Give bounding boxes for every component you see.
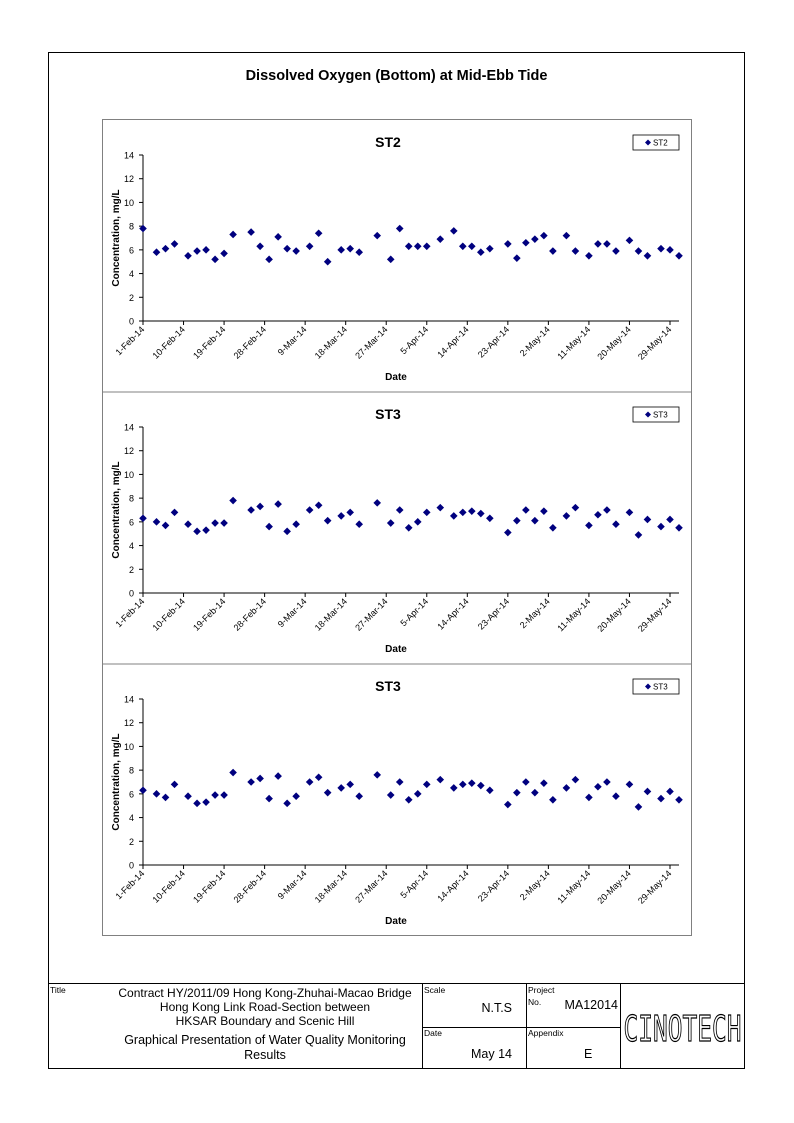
x-tick-label: 20-May-14 (595, 596, 633, 634)
x-tick-label: 19-Feb-14 (191, 596, 228, 633)
data-point (229, 769, 237, 777)
y-tick-label: 4 (128, 269, 134, 280)
project-label: Project (528, 985, 555, 995)
data-point (387, 519, 395, 527)
x-tick-label: 27-Mar-14 (353, 596, 390, 633)
data-point (450, 227, 458, 235)
data-point (346, 245, 354, 253)
data-point (531, 517, 539, 525)
data-point (635, 531, 643, 539)
data-point (531, 235, 539, 243)
x-tick-label: 14-Apr-14 (435, 324, 471, 360)
data-point (306, 243, 314, 251)
scale-label: Scale (424, 985, 446, 995)
x-tick-label: 18-Mar-14 (312, 324, 350, 361)
data-point (405, 524, 413, 532)
data-point (171, 781, 179, 789)
x-axis-label: Date (385, 644, 407, 655)
y-tick-label: 2 (128, 564, 134, 575)
data-point (265, 795, 273, 803)
data-point (396, 506, 404, 514)
data-point (572, 776, 580, 784)
data-point (283, 245, 291, 253)
data-point (675, 252, 683, 260)
data-point (396, 225, 404, 233)
data-point (414, 790, 422, 798)
contract-line: HKSAR Boundary and Scenic Hill (175, 1014, 355, 1028)
data-point (274, 772, 282, 780)
x-tick-label: 1-Feb-14 (113, 596, 147, 630)
y-tick-label: 14 (123, 150, 134, 161)
x-tick-label: 11-May-14 (555, 868, 593, 906)
data-point (612, 792, 620, 800)
data-point (459, 781, 467, 789)
data-point (220, 519, 228, 527)
y-tick-label: 4 (128, 813, 134, 824)
data-point (162, 794, 170, 802)
data-point (549, 524, 557, 532)
data-point (504, 240, 512, 248)
data-point (315, 773, 323, 781)
title-block (48, 983, 745, 1069)
data-point (513, 254, 521, 262)
project-cell (526, 984, 620, 1027)
data-point (337, 512, 345, 520)
data-point (486, 515, 494, 523)
data-point (563, 512, 571, 520)
x-axis-label: Date (385, 372, 407, 383)
x-tick-label: 23-Apr-14 (475, 324, 512, 360)
legend-label: ST2 (653, 138, 668, 148)
data-point (635, 803, 643, 811)
data-point (522, 239, 530, 247)
x-tick-label: 20-May-14 (595, 324, 633, 362)
x-tick-label: 11-May-14 (555, 324, 593, 362)
data-point (644, 788, 652, 796)
data-point (193, 528, 201, 536)
data-point (549, 796, 557, 804)
data-point (626, 237, 634, 245)
data-point (229, 497, 237, 505)
data-point (247, 228, 255, 236)
drawing-line: Results (244, 1048, 286, 1062)
data-point (346, 509, 354, 517)
x-tick-label: 23-Apr-14 (475, 868, 512, 904)
data-point (265, 523, 273, 531)
data-point (423, 243, 431, 251)
data-point (513, 517, 521, 525)
data-point (468, 243, 476, 251)
x-tick-label: 23-Apr-14 (475, 596, 512, 632)
data-point (675, 524, 683, 532)
data-point (477, 510, 485, 518)
data-point (373, 499, 381, 507)
y-tick-label: 8 (128, 493, 134, 504)
x-axis-label: Date (385, 916, 407, 927)
data-point (603, 240, 611, 248)
data-point (414, 518, 422, 526)
svg-text:CINOTECH: CINOTECH (623, 1009, 742, 1050)
y-tick-label: 12 (123, 718, 134, 729)
data-point (585, 794, 593, 802)
x-tick-label: 27-Mar-14 (353, 324, 390, 361)
x-tick-label: 14-Apr-14 (435, 596, 471, 632)
data-point (153, 790, 161, 798)
appendix-value: E (584, 1047, 593, 1061)
data-point (450, 512, 458, 520)
data-point (585, 522, 593, 530)
data-point (563, 232, 571, 240)
y-tick-label: 14 (123, 422, 134, 433)
x-tick-label: 1-Feb-14 (113, 868, 147, 902)
data-point (139, 515, 147, 523)
drawing-line: Graphical Presentation of Water Quality Monitoring (124, 1033, 406, 1047)
y-tick-label: 8 (128, 221, 134, 232)
data-point (450, 784, 458, 792)
data-point (292, 792, 300, 800)
data-point (211, 791, 219, 799)
data-point (666, 516, 674, 524)
legend-label: ST3 (653, 682, 668, 692)
data-point (171, 240, 179, 248)
y-tick-label: 4 (128, 541, 134, 552)
data-point (522, 778, 530, 786)
y-axis-label: Concentration, mg/L (111, 733, 122, 831)
data-point (626, 509, 634, 517)
x-tick-label: 5-Apr-14 (398, 324, 431, 357)
data-point (283, 800, 291, 808)
x-tick-label: 2-May-14 (517, 596, 552, 631)
x-tick-label: 9-Mar-14 (275, 868, 309, 902)
x-tick-label: 18-Mar-14 (312, 596, 350, 633)
y-tick-label: 6 (128, 789, 134, 800)
data-point (256, 775, 264, 783)
y-tick-label: 6 (128, 245, 134, 256)
x-tick-label: 28-Feb-14 (231, 596, 269, 633)
data-point (220, 791, 228, 799)
data-point (405, 796, 413, 804)
data-point (184, 520, 192, 528)
data-point (346, 781, 354, 789)
x-tick-label: 10-Feb-14 (150, 868, 187, 905)
data-point (405, 243, 413, 251)
y-tick-label: 14 (123, 694, 134, 705)
data-point (265, 256, 273, 264)
data-point (274, 233, 282, 241)
data-point (292, 520, 300, 528)
data-point (162, 522, 170, 530)
data-point (522, 506, 530, 514)
drawing-description (110, 1033, 420, 1063)
data-point (540, 232, 548, 240)
data-point (315, 501, 323, 509)
y-tick-label: 0 (128, 316, 134, 327)
data-point (675, 796, 683, 804)
data-point (563, 784, 571, 792)
title-label: Title (50, 985, 66, 995)
y-tick-label: 8 (128, 765, 134, 776)
x-tick-label: 28-Feb-14 (231, 324, 269, 361)
scale-cell (422, 984, 526, 1027)
data-point (644, 516, 652, 524)
page-title: Dissolved Oxygen (Bottom) at Mid-Ebb Tide (245, 68, 548, 84)
data-point (477, 782, 485, 790)
data-point (531, 789, 539, 797)
data-point (202, 246, 210, 254)
x-tick-label: 14-Apr-14 (435, 868, 471, 904)
y-tick-label: 10 (123, 469, 134, 480)
x-tick-label: 10-Feb-14 (150, 596, 187, 633)
data-point (486, 245, 494, 253)
data-point (594, 511, 602, 519)
y-tick-label: 10 (123, 197, 134, 208)
y-tick-label: 10 (123, 741, 134, 752)
data-point (423, 781, 431, 789)
data-point (477, 248, 485, 256)
data-point (373, 232, 381, 240)
data-point (436, 776, 444, 784)
data-point (612, 520, 620, 528)
x-tick-label: 5-Apr-14 (398, 596, 431, 629)
chart-panel-3 (102, 664, 692, 936)
x-tick-label: 5-Apr-14 (398, 868, 431, 901)
y-tick-label: 0 (128, 588, 134, 599)
legend-label: ST3 (653, 410, 668, 420)
data-point (436, 235, 444, 243)
x-tick-label: 2-May-14 (517, 868, 552, 903)
x-tick-label: 29-May-14 (635, 868, 674, 906)
data-point (247, 506, 255, 514)
data-point (423, 509, 431, 517)
data-point (355, 520, 363, 528)
data-point (256, 503, 264, 511)
data-point (657, 245, 665, 253)
y-axis-label: Concentration, mg/L (111, 189, 122, 287)
data-point (572, 504, 580, 512)
data-point (306, 778, 314, 786)
chart-panel-2 (102, 392, 692, 664)
data-point (153, 248, 161, 256)
data-point (486, 787, 494, 795)
data-point (635, 247, 643, 255)
date-cell (422, 1027, 526, 1070)
x-tick-label: 27-Mar-14 (353, 868, 390, 905)
data-point (193, 247, 201, 255)
data-point (306, 506, 314, 514)
data-point (666, 246, 674, 254)
data-point (657, 795, 665, 803)
x-tick-label: 2-May-14 (517, 324, 552, 359)
x-tick-label: 29-May-14 (635, 596, 674, 634)
company-logo (620, 984, 745, 1070)
chart-title: ST3 (375, 678, 401, 694)
data-point (324, 258, 332, 266)
data-point (594, 783, 602, 791)
x-tick-label: 19-Feb-14 (191, 324, 228, 361)
data-point (387, 256, 395, 264)
chart-title: ST3 (375, 406, 401, 422)
data-point (274, 500, 282, 508)
project-no-label: No. (528, 997, 542, 1007)
x-tick-label: 28-Feb-14 (231, 868, 269, 905)
data-point (202, 526, 210, 534)
data-point (666, 788, 674, 796)
x-tick-label: 9-Mar-14 (275, 596, 309, 630)
x-tick-label: 18-Mar-14 (312, 868, 350, 905)
data-point (549, 247, 557, 255)
data-point (162, 245, 170, 253)
data-point (572, 247, 580, 255)
x-tick-label: 11-May-14 (555, 596, 593, 634)
data-point (184, 252, 192, 260)
data-point (468, 507, 476, 515)
data-point (373, 771, 381, 779)
x-tick-label: 10-Feb-14 (150, 324, 187, 361)
x-tick-label: 9-Mar-14 (275, 324, 309, 358)
data-point (337, 784, 345, 792)
data-point (324, 517, 332, 525)
x-tick-label: 29-May-14 (635, 324, 674, 362)
data-point (513, 789, 521, 797)
x-tick-label: 20-May-14 (595, 868, 633, 906)
x-tick-label: 1-Feb-14 (113, 324, 147, 358)
project-number: MA12014 (564, 998, 618, 1012)
data-point (337, 246, 345, 254)
contract-description (110, 986, 420, 1028)
chart-title: ST2 (375, 134, 401, 150)
cinotech-logo-graphic (622, 1007, 743, 1050)
appendix-label: Appendix (528, 1028, 564, 1038)
contract-line: Contract HY/2011/09 Hong Kong-Zhuhai-Macao Bridge (118, 986, 412, 1000)
data-point (355, 248, 363, 256)
data-point (468, 779, 476, 787)
appendix-cell (526, 1027, 620, 1070)
y-tick-label: 2 (128, 292, 134, 303)
data-point (324, 789, 332, 797)
data-point (387, 791, 395, 799)
y-axis-label: Concentration, mg/L (111, 461, 122, 559)
data-point (247, 778, 255, 786)
data-point (211, 256, 219, 264)
data-point (184, 792, 192, 800)
data-point (612, 247, 620, 255)
data-point (171, 509, 179, 517)
data-point (292, 247, 300, 255)
data-point (153, 518, 161, 526)
date-value: May 14 (471, 1047, 512, 1061)
data-point (540, 507, 548, 515)
data-point (414, 243, 422, 251)
y-tick-label: 12 (123, 174, 134, 185)
data-point (139, 787, 147, 795)
data-point (594, 240, 602, 248)
data-point (193, 800, 201, 808)
data-point (657, 523, 665, 531)
data-point (459, 243, 467, 251)
scale-value: N.T.S (481, 1001, 512, 1015)
date-label: Date (424, 1028, 442, 1038)
data-point (229, 231, 237, 239)
data-point (202, 798, 210, 806)
data-point (603, 778, 611, 786)
chart-panel-1 (102, 120, 692, 392)
y-tick-label: 2 (128, 836, 134, 847)
y-tick-label: 6 (128, 517, 134, 528)
data-point (644, 252, 652, 260)
y-tick-label: 0 (128, 860, 134, 871)
data-point (626, 781, 634, 789)
data-point (459, 509, 467, 517)
contract-line: Hong Kong Link Road-Section between (159, 1000, 371, 1014)
data-point (504, 529, 512, 537)
data-point (256, 243, 264, 251)
data-point (220, 250, 228, 258)
data-point (355, 792, 363, 800)
data-point (211, 519, 219, 527)
data-point (504, 801, 512, 809)
data-point (436, 504, 444, 512)
y-tick-label: 12 (123, 446, 134, 457)
data-point (396, 778, 404, 786)
data-point (585, 252, 593, 260)
data-point (283, 528, 291, 536)
data-point (315, 229, 323, 237)
x-tick-label: 19-Feb-14 (191, 868, 228, 905)
data-point (540, 779, 548, 787)
data-point (603, 506, 611, 514)
